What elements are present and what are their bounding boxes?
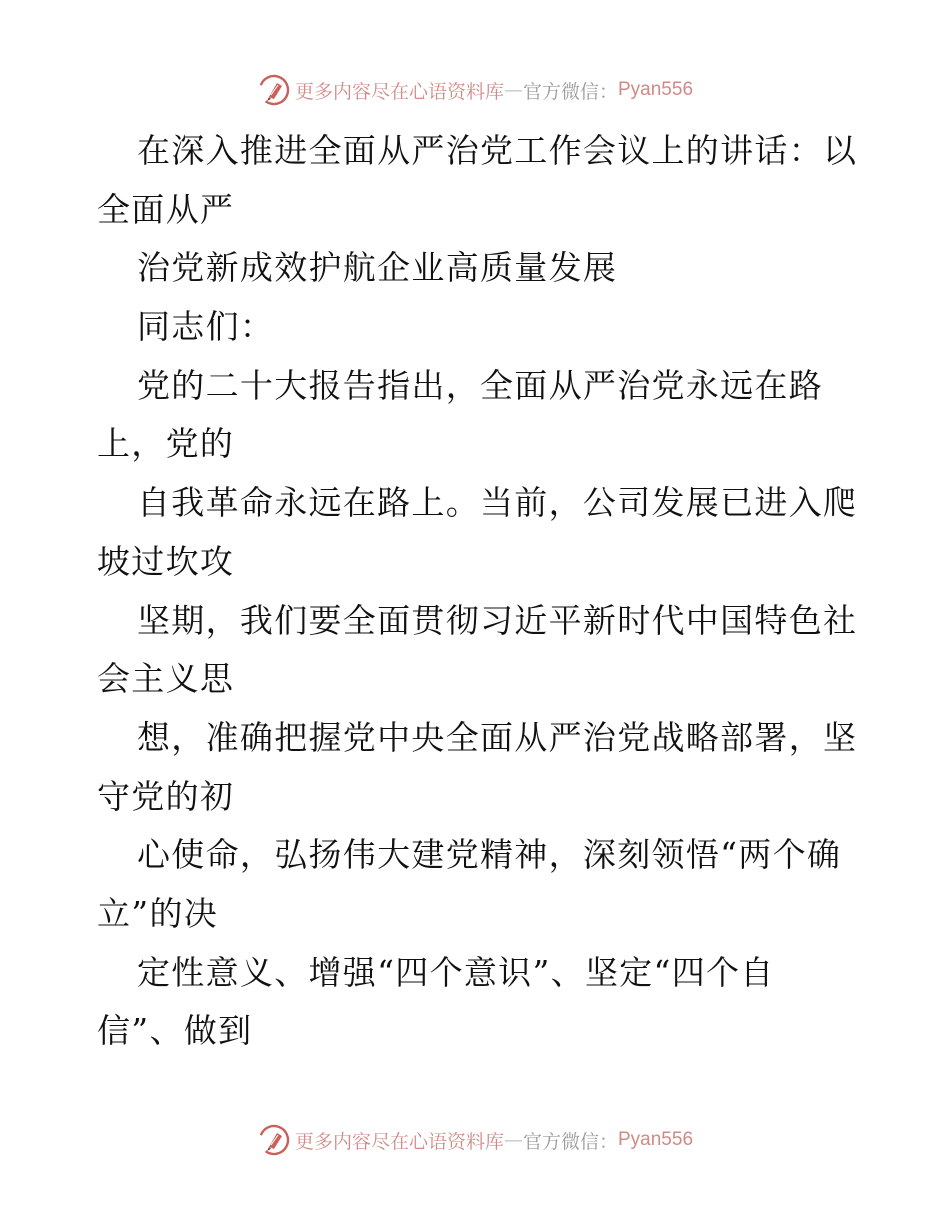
footer-banner (0, 1120, 950, 1160)
pen-nib-logo-icon (257, 1123, 291, 1157)
text-line: 立”的决 (97, 893, 219, 933)
banner-wechat-id: Pyan556 (618, 79, 694, 100)
text-line: 会主义思 (97, 659, 235, 699)
text-line: 心使命，弘扬伟大建党精神，深刻领悟“两个确 (137, 835, 842, 875)
text-line: 同志们： (137, 307, 275, 347)
document-body (97, 122, 857, 1061)
banner-slogan: 更多内容尽在心语资料库 (294, 1130, 504, 1153)
text-line: 全面从严 (97, 189, 235, 229)
banner-wechat-label: 官方微信： (522, 1130, 618, 1153)
pen-nib-logo-icon (257, 73, 291, 107)
text-line: 定性意义、增强“四个意识”、坚定“四个自 (137, 952, 775, 992)
banner-slogan: 更多内容尽在心语资料库 (294, 80, 504, 103)
text-line: 党的二十大报告指出，全面从严治党永远在路 (137, 365, 823, 405)
text-line: 坚期，我们要全面贯彻习近平新时代中国特色社 (137, 600, 858, 640)
text-line: 上，党的 (97, 424, 235, 464)
text-line: 自我革命永远在路上。当前，公司发展已进入爬 (137, 483, 858, 523)
text-line: 坡过坎攻 (97, 541, 235, 581)
banner-separator: — (503, 79, 523, 101)
text-line: 信”、做到 (97, 1011, 253, 1051)
text-line: 想，准确把握党中央全面从严治党战略部署，坚 (137, 717, 858, 757)
text-line: 治党新成效护航企业高质量发展 (137, 248, 618, 288)
text-line: 在深入推进全面从严治党工作会议上的讲话：以 (137, 131, 858, 170)
header-banner (0, 70, 950, 110)
banner-wechat-label: 官方微信： (522, 80, 618, 103)
text-line: 守党的初 (97, 776, 235, 816)
banner-wechat-id: Pyan556 (618, 1129, 694, 1150)
banner-separator: — (503, 1129, 523, 1151)
